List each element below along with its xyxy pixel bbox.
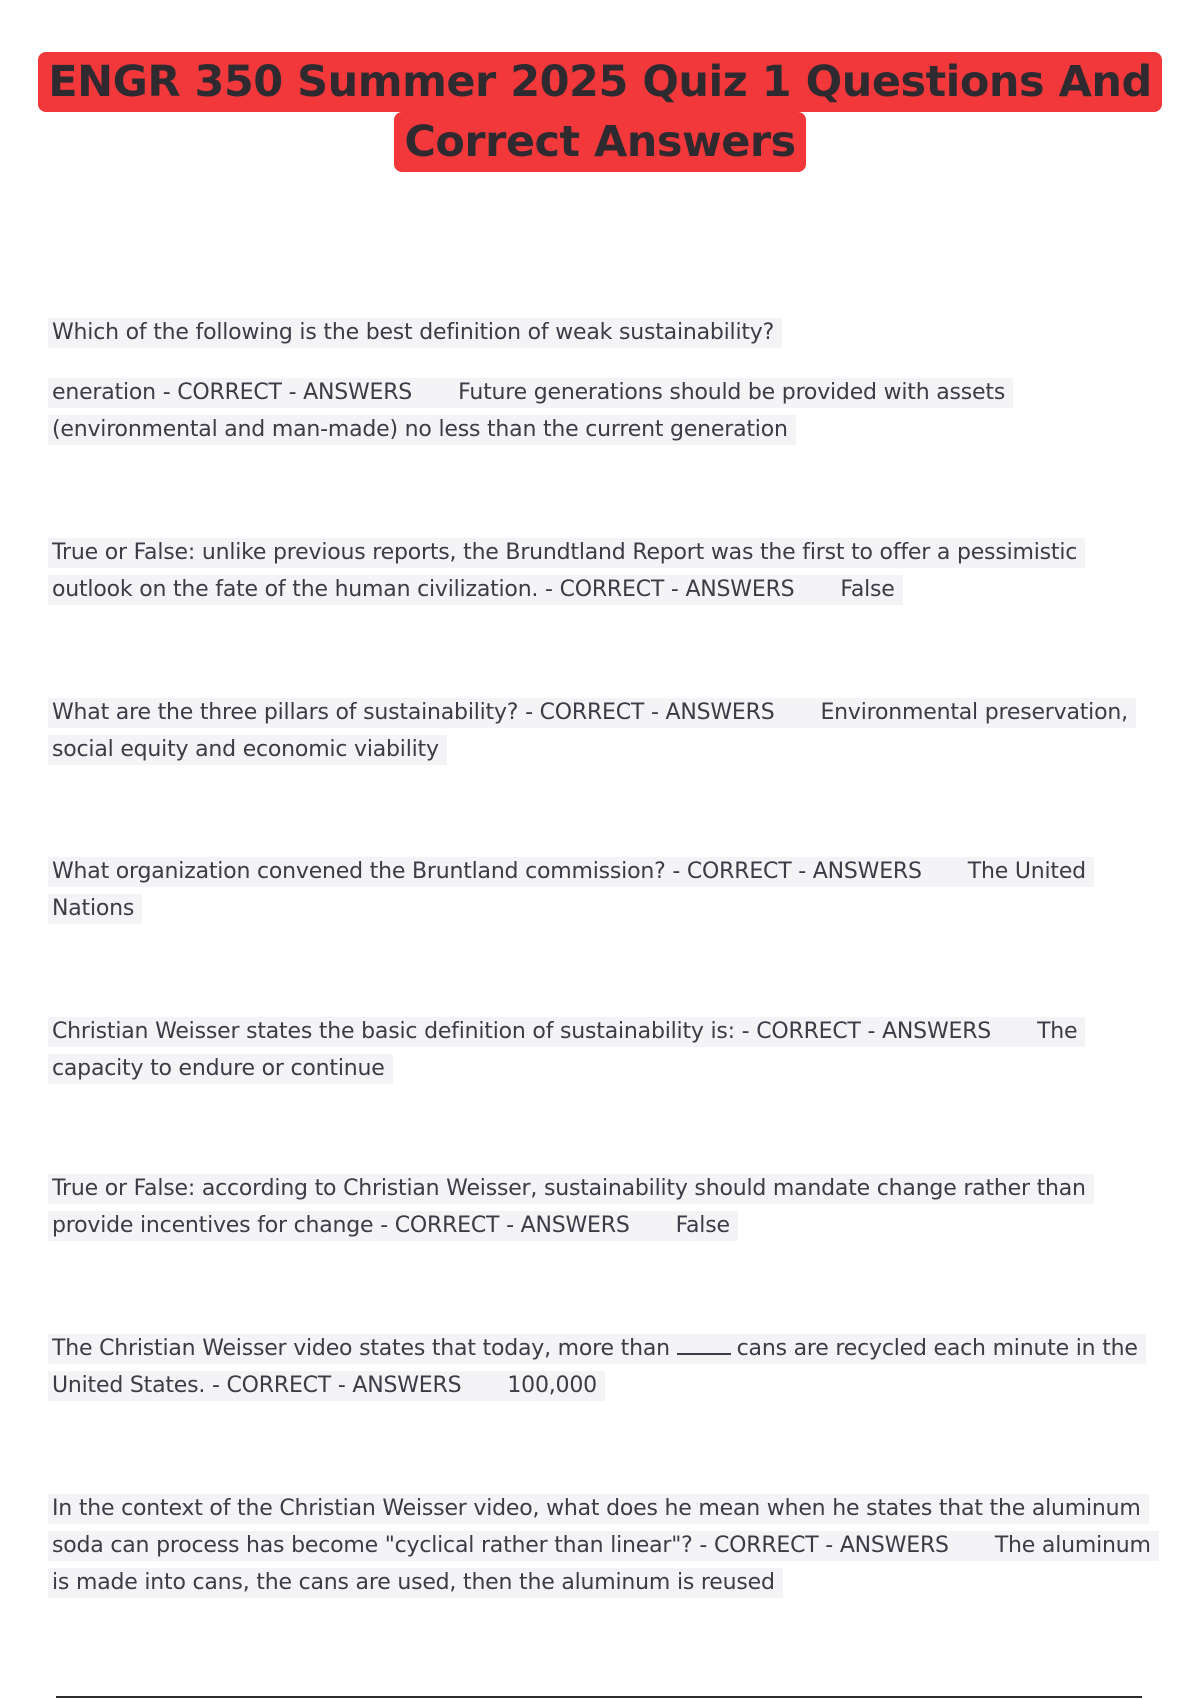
answer-text: Future generations should be provided with assets (environmental and man-made) no less than the current generation (52, 380, 1006, 442)
answer-marker: - CORRECT - ANSWERS (380, 1213, 630, 1238)
qa-item-3 (52, 694, 1162, 768)
question-text: True or False: according to Christian Weisser, sustainability should mandate change rather than provide incentives for change (52, 1176, 1086, 1238)
question-intro-1 (52, 314, 1162, 351)
question-text: True or False: unlike previous reports, the Brundtland Report was the first to offer a pessimistic outlook on the fate of the human civilization. (52, 540, 1078, 602)
qa-item-2 (52, 534, 1162, 608)
question-text-after-blank: cans are recycled each minute in the United States. (52, 1336, 1138, 1398)
question-fragment: eneration (52, 380, 156, 405)
question-text: What organization convened the Bruntland commission? (52, 859, 666, 884)
answer-text: False (675, 1213, 730, 1238)
question-text: In the context of the Christian Weisser video, what does he mean when he states that the aluminum soda can process has become "cyclical rather than linear"? (52, 1496, 1141, 1558)
answer-marker: - CORRECT - ANSWERS (162, 380, 413, 405)
qa-item-1 (52, 374, 1162, 448)
answer-text: The aluminum is made into cans, the cans are used, then the aluminum is reused (52, 1533, 1151, 1595)
question-text: Which of the following is the best definition of weak sustainability? (48, 318, 782, 348)
qa-item-4 (52, 853, 1162, 927)
page-divider (56, 1696, 1142, 1698)
answer-text: The United Nations (52, 859, 1086, 921)
answer-text: Environmental preservation, social equity and economic viability (52, 700, 1128, 762)
answer-text: The capacity to endure or continue (52, 1019, 1078, 1081)
answer-marker: - CORRECT - ANSWERS (672, 859, 922, 884)
answer-text: 100,000 (507, 1373, 597, 1398)
fill-in-blank (677, 1333, 731, 1355)
qa-item-8 (52, 1490, 1162, 1601)
answer-text: False (840, 577, 895, 602)
answer-marker: - CORRECT - ANSWERS (525, 700, 775, 725)
qa-item-6 (52, 1170, 1162, 1244)
question-text: What are the three pillars of sustainability? (52, 700, 519, 725)
title-line-1: ENGR 350 Summer 2025 Quiz 1 Questions And (38, 52, 1162, 112)
title-line-2: Correct Answers (394, 112, 805, 172)
qa-item-5 (52, 1013, 1162, 1087)
qa-item-7 (52, 1330, 1162, 1404)
question-text-before-blank: The Christian Weisser video states that today, more than (52, 1336, 670, 1361)
document-title (0, 52, 1200, 172)
answer-marker: - CORRECT - ANSWERS (211, 1373, 462, 1398)
answer-marker: - CORRECT - ANSWERS (741, 1019, 992, 1044)
answer-marker: - CORRECT - ANSWERS (699, 1533, 949, 1558)
answer-marker: - CORRECT - ANSWERS (545, 577, 795, 602)
question-text: Christian Weisser states the basic definition of sustainability is: (52, 1019, 735, 1044)
